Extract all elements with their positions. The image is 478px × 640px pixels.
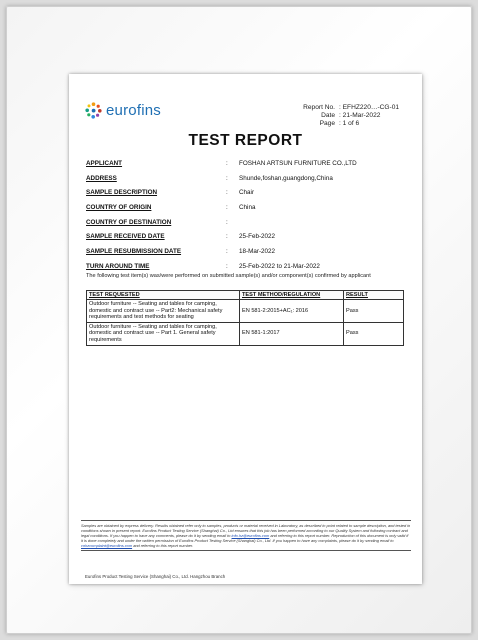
meta-page: [301, 120, 399, 128]
report-title: TEST REPORT: [188, 132, 303, 149]
field-value: Chair: [239, 189, 255, 197]
cell-test-requested: Outdoor furniture -- Seating and tables for camping, domestic and contract use -- Part2: Mechanical safety requirements and test methods for seating: [87, 300, 240, 323]
field-sample-resubmission-date: SAMPLE RESUBMISSION DATE : 18-Mar-2022: [86, 248, 406, 263]
disclaimer-text: Samples are obtained by express delivery. Results obtained refer only to samples, products or material received in Laboratory, as described in point related to sample description, and tested in conditions shown in present report. Eurofins Product Testing Service (Shanghai) Co., Ltd ensures that this job has been performed according to our Quality System and following contract and legal conditions. If you happen to have any comments, please do it by sending email to: [81, 523, 411, 539]
field-label: SAMPLE RESUBMISSION DATE: [86, 248, 182, 256]
eurofins-dot-cluster-icon: [85, 102, 102, 119]
field-label: SAMPLE DESCRIPTION: [86, 189, 158, 197]
field-applicant: APPLICANT : FOSHAN ARTSUN FURNITURE CO.,LTD: [86, 160, 406, 175]
meta-report-no: [301, 104, 399, 112]
meta-date: [301, 112, 399, 120]
disclaimer-text: and referring to this report number.: [133, 543, 194, 549]
logo-wordmark: eurofins: [106, 102, 161, 119]
disclaimer: [81, 520, 411, 551]
field-value: FOSHAN ARTSUN FURNITURE CO.,LTD: [239, 160, 357, 167]
field-sample-received-date: SAMPLE RECEIVED DATE : 25-Feb-2022: [86, 233, 406, 248]
column-header-test-method: TEST METHOD/REGULATION: [240, 291, 344, 300]
cell-result: Pass: [344, 322, 404, 345]
column-header-result: RESULT: [344, 291, 404, 300]
meta-value: : EFHZ220…-CG-01: [339, 104, 400, 111]
table-row: [87, 300, 404, 323]
field-turn-around-time: TURN AROUND TIME : 25-Feb-2022 to 21-Mar-2022: [86, 263, 406, 278]
report-meta: [301, 104, 399, 129]
field-sample-description: SAMPLE DESCRIPTION : Chair: [86, 189, 406, 204]
info-email-link[interactable]: info.hz@eurofins.com: [231, 533, 270, 539]
cell-test-method: EN 581-1:2017: [240, 322, 344, 345]
eurofins-logo: [85, 102, 161, 119]
report-fields: [86, 160, 406, 278]
document-frame: [6, 6, 472, 634]
cell-test-requested: Outdoor furniture -- Seating and tables for camping, domestic and contract use -- Part 1. General safety requirements: [87, 322, 240, 345]
disclaimer-text: and referring to this report number. Reproduction of this document is only valid if it is done completely and under the written permission of Eurofins Product Testing Service (Shanghai) Co., Ltd. If you happen to have any complaints, please do it by sending email to: [81, 533, 409, 544]
field-label: COUNTRY OF ORIGIN: [86, 204, 152, 212]
meta-value: : 1 of 6: [339, 120, 360, 128]
test-results-table: [86, 290, 404, 346]
field-country-of-origin: COUNTRY OF ORIGIN : China: [86, 204, 406, 219]
field-country-of-destination: COUNTRY OF DESTINATION :: [86, 218, 228, 226]
field-address: ADDRESS : Shunde,foshan,guangdong,China: [86, 175, 406, 190]
field-value: China: [239, 204, 256, 212]
column-header-test-requested: TEST REQUESTED: [87, 291, 240, 300]
report-page: [69, 74, 422, 584]
field-label: ADDRESS: [86, 174, 117, 182]
table-row: [87, 322, 404, 345]
table-header-row: [87, 291, 404, 300]
cell-result: Pass: [344, 300, 404, 323]
field-label: TURN AROUND TIME: [86, 262, 150, 270]
page-footer: Eurofins Product Testing Service (Shanghai) Co., Ltd. Hangzhou Branch: [85, 574, 226, 579]
field-value: 25-Feb-2022 to 21-Mar-2022: [239, 262, 320, 270]
field-label: SAMPLE RECEIVED DATE: [86, 233, 165, 241]
meta-key: Page: [319, 120, 335, 128]
cell-test-method: EN 581-2:2015+AC₁: 2016: [240, 300, 344, 323]
complaint-email-link[interactable]: cnhzcomplaint@eurofins.com: [81, 543, 133, 549]
meta-key: Report No.: [303, 104, 335, 111]
field-value: 18-Mar-2022: [239, 248, 276, 256]
field-value: Shunde,foshan,guangdong,China: [239, 174, 333, 182]
test-items-note: The following test item(s) was/were performed on submitted sample(s) and/or component(s) confirmed by applicant: [86, 273, 371, 279]
meta-value: : 21-Mar-2022: [339, 112, 381, 120]
field-value: 25-Feb-2022: [239, 233, 276, 241]
field-label: APPLICANT: [86, 160, 123, 167]
meta-key: Date: [321, 112, 335, 120]
field-label: COUNTRY OF DESTINATION: [86, 218, 172, 226]
